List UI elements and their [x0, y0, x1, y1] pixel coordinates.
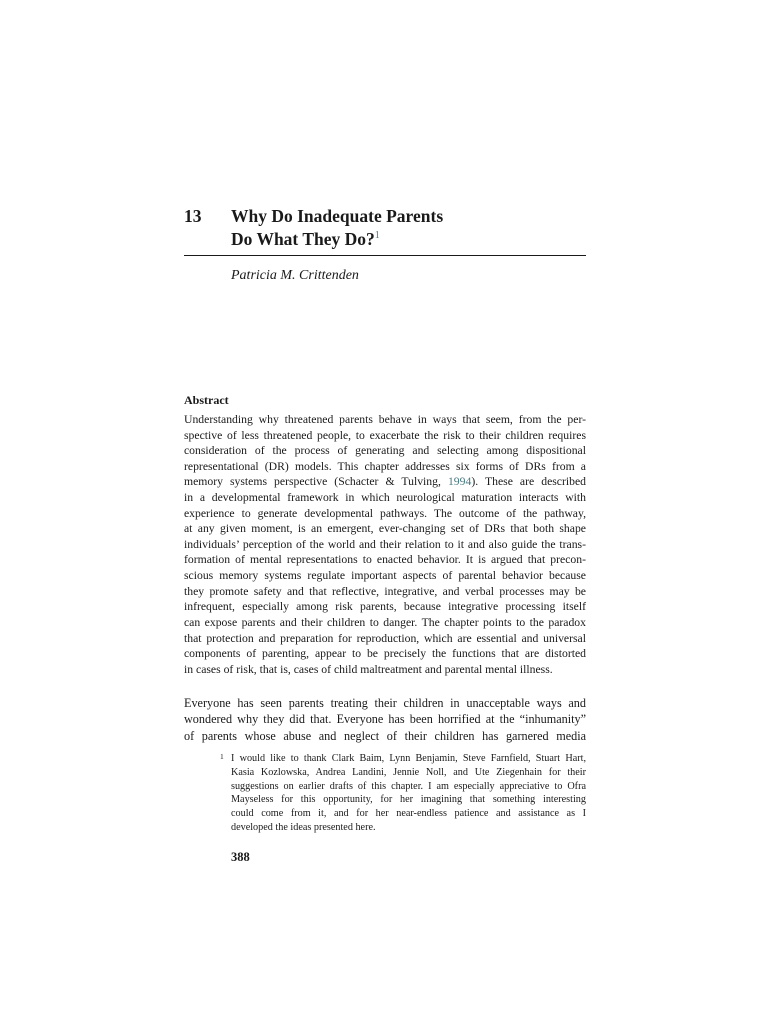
abstract-line: infrequent, especially among risk parents, because integrative processing itself [184, 600, 586, 614]
abstract-line: Understanding why threatened parents behave in ways that seem, from the per- [184, 413, 586, 426]
citation-year-link[interactable]: 1994 [447, 475, 472, 489]
abstract-line-with-citation [184, 474, 586, 490]
abstract-line-citation-prefix: memory systems perspective (Schacter & Tulving, [184, 475, 448, 489]
body-line: wondered why they did that. Everyone has been horrified at the “inhumanity” [184, 712, 586, 727]
title-divider [184, 255, 586, 256]
body-line: of parents whose abuse and neglect of their children has garnered media [184, 728, 586, 743]
abstract-line: individuals’ perception of the world and their relation to it and also guide the trans- [184, 537, 586, 551]
footnote-line: I would like to thank Clark Baim, Lynn Benjamin, Steve Farnfield, Stuart Hart, [231, 753, 586, 764]
abstract-line: consideration of the process of generating and selecting among dispositional [184, 444, 586, 458]
abstract-line: that protection and preparation for reproduction, which are essential and universal [184, 631, 586, 645]
chapter-title-line-2 [231, 228, 586, 251]
footnote-line: Kasia Kozlowska, Andrea Landini, Jennie Noll, and Ute Ziegenhain for their [231, 766, 586, 778]
footnote-text [231, 752, 586, 835]
page-number: 388 [231, 850, 250, 864]
footnote-reference-link[interactable]: 1 [374, 230, 380, 242]
abstract-line: in cases of risk, that is, cases of child maltreatment and parental mental illness. [184, 662, 553, 676]
author-name: Patricia M. Crittenden [231, 268, 359, 283]
abstract-line: scious memory systems regulate important aspects of parental behavior because [184, 569, 586, 583]
abstract-line: at any given moment, is an emergent, ever-changing set of DRs that both shape [184, 522, 586, 536]
abstract-line: components of parenting, appear to be precisely the functions that are distorted [184, 647, 586, 661]
chapter-number: 13 [184, 206, 202, 226]
body-text [184, 695, 586, 744]
abstract-line-citation-suffix: ). These are described [471, 475, 587, 489]
chapter-title-line-2-text: Do What They Do? [231, 229, 375, 249]
footnote-line: could come from it, and for her near-endless patience and assistance as I [231, 808, 586, 820]
abstract-line: in a developmental framework in which neurological maturation interacts with [184, 491, 586, 505]
chapter-title [231, 205, 586, 251]
abstract-line: representational (DR) models. This chapter addresses six forms of DRs from a [184, 459, 586, 473]
footnote-mark: 1 [220, 752, 224, 761]
abstract-line: can expose parents and their children to danger. The chapter points to the paradox [184, 615, 586, 629]
footnote-line: Mayseless for this opportunity, for her imagining that something interesting [231, 794, 586, 806]
footnote-line: developed the ideas presented here. [231, 821, 376, 833]
abstract-text [184, 412, 586, 677]
abstract-line: formation of mental representations to enacted behavior. It is argued that precon- [184, 553, 586, 567]
abstract-heading: Abstract [184, 393, 229, 407]
footnote-line: suggestions on earlier drafts of this chapter. I am especially appreciative to Ofra [231, 780, 586, 792]
chapter-title-line-1: Why Do Inadequate Parents [231, 206, 444, 226]
abstract-line: they promote safety and that reflective, integrative, and verbal processes may be [184, 584, 586, 598]
abstract-line: experience to generate developmental pathways. The outcome of the pathway, [184, 506, 586, 520]
body-line: Everyone has seen parents treating their children in unacceptable ways and [184, 696, 586, 710]
abstract-line: spective of less threatened people, to exacerbate the risk to their children requires [184, 428, 586, 442]
